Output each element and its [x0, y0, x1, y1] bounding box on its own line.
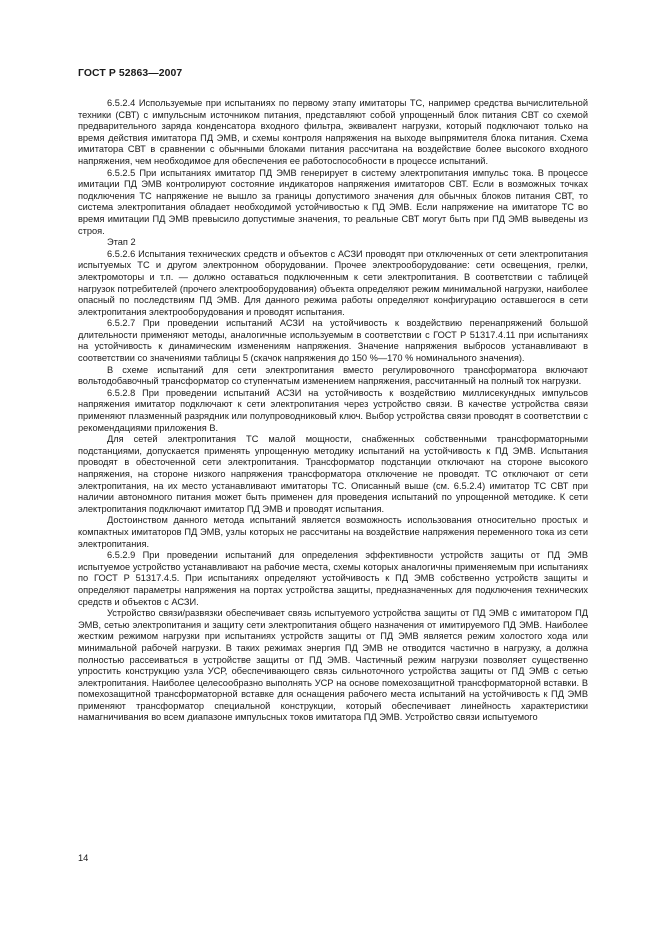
paragraph-method-advantage: Достоинством данного метода испытаний является возможность использования относительно простых и компактных имитаторов ПД ЭМВ, узлы которых не рассчитаны на воздействие напряжения переменного тока из сети электропитания. — [78, 515, 588, 549]
paragraph-6-5-2-5: 6.5.2.5 При испытаниях имитатор ПД ЭМВ генерирует в систему электропитания импульс тока. В процессе имитации ПД ЭМВ контролируют состояние индикаторов напряжения имитаторов СВТ. Если в возможных точках подключения ТС напряжение не вышло за границы допустимого значения для обычных блоков питания СВТ, то система электропитания обладает необходимой устойчивостью к ПД ЭМВ. Если напряжение на имитаторе ТС во время имитации ПД ЭМВ превысило допустимые значения, то реальные СВТ могут быть при ПД ЭМВ выведены из строя. — [78, 167, 588, 236]
paragraph-6-5-2-9: 6.5.2.9 При проведении испытаний для определения эффективности устройств защиты от ПД ЭМВ испытуемое устройство устанавливают на рабочие места, схемы которых аналогичны применяемым при испытаниях по ГОСТ Р 51317.4.5. При испытаниях определяют устойчивость к ПД ЭМВ собственно устройств защиты и определяют параметры напряжения на портах устройства защиты, предназначенных для подключения технических средств и объектов с АСЗИ. — [78, 550, 588, 607]
paragraph-coupling-device: Устройство связи/развязки обеспечивает связь испытуемого устройства защиты от ПД ЭМВ с имитатором ПД ЭМВ, сетью электропитания и защиту сети электропитания общего назначения от имитируемого ПД ЭМВ. Наиболее жестким режимом нагрузки при испытаниях устройств защиты от ПД ЭМВ является режим холостого хода или минимальной рабочей нагрузки. В таких режимах энергия ПД ЭМВ не отводится частично в нагрузку, а должна полностью рассеиваться в устройстве защиты от ПД ЭМВ. Частичный режим нагрузки позволяет существенно упростить конструкцию узла УСР, обеспечивающего связь сильноточного устройства защиты от ПД ЭМВ с сетью электропитания. Наиболее целесообразно выполнять УСР на основе помехозащитной трансформаторной вставки. В помехозащитной трансформаторной вставке для оснащения рабочего места испытаний на устойчивость к ПД ЭМВ применяют трансформатор специальной конструкции, который обеспечивает линейность характеристики намагничивания во всем диапазоне импульсных токов имитатора ПД ЭМВ. Устройство связи испытуемого — [78, 608, 588, 723]
paragraph-6-5-2-8: 6.5.2.8 При проведении испытаний АСЗИ на устойчивость к воздействию миллисекундных импульсов напряжения имитатор подключают к сети электропитания через устройство связи. В качестве устройства связи применяют плазменный разрядник или полупроводниковый ключ. Выбор устройства связи проводят в соответствии с рекомендациями приложения В. — [78, 387, 588, 433]
paragraph-low-power-networks: Для сетей электропитания ТС малой мощности, снабженных собственными трансформаторными подстанциями, допускается применять упрощенную методику испытаний на устойчивость к ПД ЭМВ. Испытания проводят в обесточенной сети электропитания. Трансформатор подстанции отключают на стороне высокого напряжения, на стороне низкого напряжения трансформатора отключение не проводят. ТС отключают от сети электропитания, на их место устанавливают имитаторы ТС. Описанный выше (см. 6.5.2.4) имитатор ТС СВТ при наличии автономного питания может быть применен для проведения испытаний по упрощенной методике. К сети электропитания подключают имитатор ПД ЭМВ и проводят испытания. — [78, 434, 588, 514]
document-body — [78, 98, 588, 724]
paragraph-6-5-2-6: 6.5.2.6 Испытания технических средств и объектов с АСЗИ проводят при отключенных от сети электропитания испытуемых ТС и другом электронном оборудовании. Прочее электрооборудование: сети освещения, грелки, электромоторы и т.п. — должно оставаться подключенным к сети электропитания. В соответствии с таблицей нагрузок потребителей (прочего электрооборудования) объекта определяют режим минимальной нагрузки, наиболее опасный по последствиям ПД ЭМВ. Для данного режима работы определяют конфигурацию оставшегося в сети электропитания электрооборудования и проводят испытания. — [78, 248, 588, 317]
paragraph-6-5-2-4: 6.5.2.4 Используемые при испытаниях по первому этапу имитаторы ТС, например средства вычислительной техники (СВТ) с импульсным источником питания, представляют собой упрощенный блок питания СВТ со схемой предварительного заряда конденсатора входного фильтра, эквивалент нагрузки, который подключают только на время действия имитатора ПД ЭМВ, и схемы контроля напряжения на выходе выпрямителя блока питания. Схема имитатора СВТ в сравнении с обычными блоками питания рассчитана на воздействие более высокого входного напряжения, чем необходимое для обеспечения ее работоспособности в процессе испытаний. — [78, 98, 588, 166]
page-number: 14 — [78, 853, 89, 863]
stage-heading: Этап 2 — [107, 237, 136, 248]
document-header: ГОСТ Р 52863—2007 — [78, 68, 183, 79]
paragraph-scheme-note: В схеме испытаний для сети электропитания вместо регулировочного трансформатора включают вольтодобавочный трансформатор со ступенчатым изменением напряжения, рассчитанный на полный ток нагрузки. — [78, 364, 588, 387]
paragraph-6-5-2-7: 6.5.2.7 При проведении испытаний АСЗИ на устойчивость к воздействию перенапряжений большой длительности применяют методы, аналогичные используемым в соответствии с ГОСТ Р 51317.4.11 при испытаниях на устойчивость к динамическим изменениям напряжения. Значение напряжения выбросов устанавливают в соответствии со значениями таблицы 5 (скачок напряжения до 150 %—170 % номинального значения). — [78, 318, 588, 364]
